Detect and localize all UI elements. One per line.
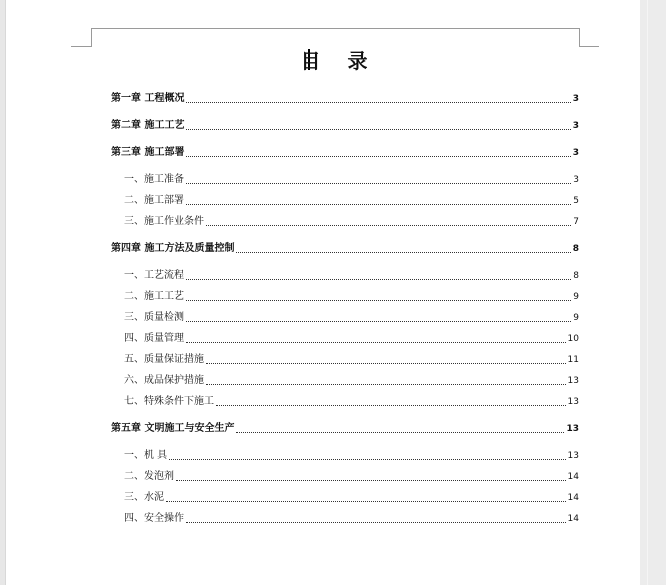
- toc-dot-leader: [186, 342, 566, 343]
- toc-entry[interactable]: [111, 89, 579, 105]
- toc-page-number: 13: [567, 451, 579, 461]
- toc-entry[interactable]: [124, 308, 579, 324]
- toc-page-number: 11: [567, 355, 579, 365]
- toc-entry[interactable]: [124, 446, 579, 462]
- toc-dot-leader: [169, 459, 565, 460]
- toc-dot-leader: [186, 156, 570, 157]
- toc-dot-leader: [186, 300, 571, 301]
- toc-entry-label: 二、施工部署: [124, 195, 184, 206]
- page-title: 目 录: [300, 49, 378, 73]
- toc-page-number: 7: [573, 217, 579, 227]
- toc-entry-label: 三、质量检测: [124, 312, 184, 323]
- toc-entry[interactable]: [124, 191, 579, 207]
- document-page[interactable]: [6, 0, 640, 585]
- toc-entry-label: 第二章 施工工艺: [111, 120, 185, 131]
- toc-entry[interactable]: [124, 392, 579, 408]
- toc-entry-label: 五、质量保证措施: [124, 354, 204, 365]
- toc-page-number: 9: [573, 313, 579, 323]
- toc-dot-leader: [186, 522, 566, 523]
- toc-entry-label: 七、特殊条件下施工: [124, 396, 214, 407]
- header-margin-guide: [91, 28, 579, 29]
- toc-entry-label: 一、机 具: [124, 450, 168, 461]
- toc-dot-leader: [186, 279, 571, 280]
- toc-entry[interactable]: [124, 350, 579, 366]
- toc-page-number: 8: [573, 271, 579, 281]
- toc-page-number: 3: [572, 121, 579, 131]
- toc-dot-leader: [186, 102, 570, 103]
- toc-dot-leader: [236, 252, 570, 253]
- toc-entry-label: 四、质量管理: [124, 333, 184, 344]
- toc-dot-leader: [186, 204, 571, 205]
- toc-entry-label: 第五章 文明施工与安全生产: [111, 423, 235, 434]
- toc-dot-leader: [206, 225, 571, 226]
- toc-entry-label: 三、水泥: [124, 492, 164, 503]
- toc-entry-label: 一、工艺流程: [124, 270, 184, 281]
- toc-dot-leader: [236, 432, 564, 433]
- toc-page-number: 13: [567, 397, 579, 407]
- toc-entry[interactable]: [124, 170, 579, 186]
- toc-entry-label: 第三章 施工部署: [111, 147, 185, 158]
- toc-page-number: 13: [566, 424, 579, 434]
- toc-entry-label: 二、发泡剂: [124, 471, 174, 482]
- toc-dot-leader: [206, 363, 566, 364]
- toc-dot-leader: [186, 321, 571, 322]
- toc-entry-label: 二、施工工艺: [124, 291, 184, 302]
- toc-entry[interactable]: [111, 116, 579, 132]
- toc-entry-label: 一、施工准备: [124, 174, 184, 185]
- toc-entry[interactable]: [124, 287, 579, 303]
- toc-page-number: 3: [572, 94, 579, 104]
- toc-dot-leader: [216, 405, 566, 406]
- toc-dot-leader: [176, 480, 566, 481]
- toc-page-number: 3: [572, 148, 579, 158]
- toc-page-number: 9: [573, 292, 579, 302]
- toc-page-number: 3: [573, 175, 579, 185]
- toc-dot-leader: [206, 384, 566, 385]
- toc-entry[interactable]: [124, 329, 579, 345]
- toc-page-number: 14: [567, 493, 579, 503]
- toc-entry-label: 三、施工作业条件: [124, 216, 204, 227]
- toc-entry[interactable]: [111, 239, 579, 255]
- toc-entry[interactable]: [124, 371, 579, 387]
- toc-entry[interactable]: [124, 467, 579, 483]
- toc-entry-label: 六、成品保护措施: [124, 375, 204, 386]
- toc-dot-leader: [166, 501, 566, 502]
- toc-dot-leader: [186, 183, 571, 184]
- toc-entry[interactable]: [124, 212, 579, 228]
- toc-entry[interactable]: [111, 419, 579, 435]
- toc-entry-label: 第一章 工程概况: [111, 93, 185, 104]
- toc-entry[interactable]: [111, 143, 579, 159]
- toc-dot-leader: [186, 129, 570, 130]
- toc-page-number: 5: [573, 196, 579, 206]
- toc-entry[interactable]: [124, 488, 579, 504]
- toc-entry[interactable]: [124, 509, 579, 525]
- toc-page-number: 10: [567, 334, 579, 344]
- toc-page-number: 13: [567, 376, 579, 386]
- window-side-gutter: [640, 0, 666, 585]
- toc-entry-label: 四、安全操作: [124, 513, 184, 524]
- toc-page-number: 8: [572, 244, 579, 254]
- toc-page-number: 14: [567, 514, 579, 524]
- toc-entry[interactable]: [124, 266, 579, 282]
- toc-entry-label: 第四章 施工方法及质量控制: [111, 243, 235, 254]
- toc-page-number: 14: [567, 472, 579, 482]
